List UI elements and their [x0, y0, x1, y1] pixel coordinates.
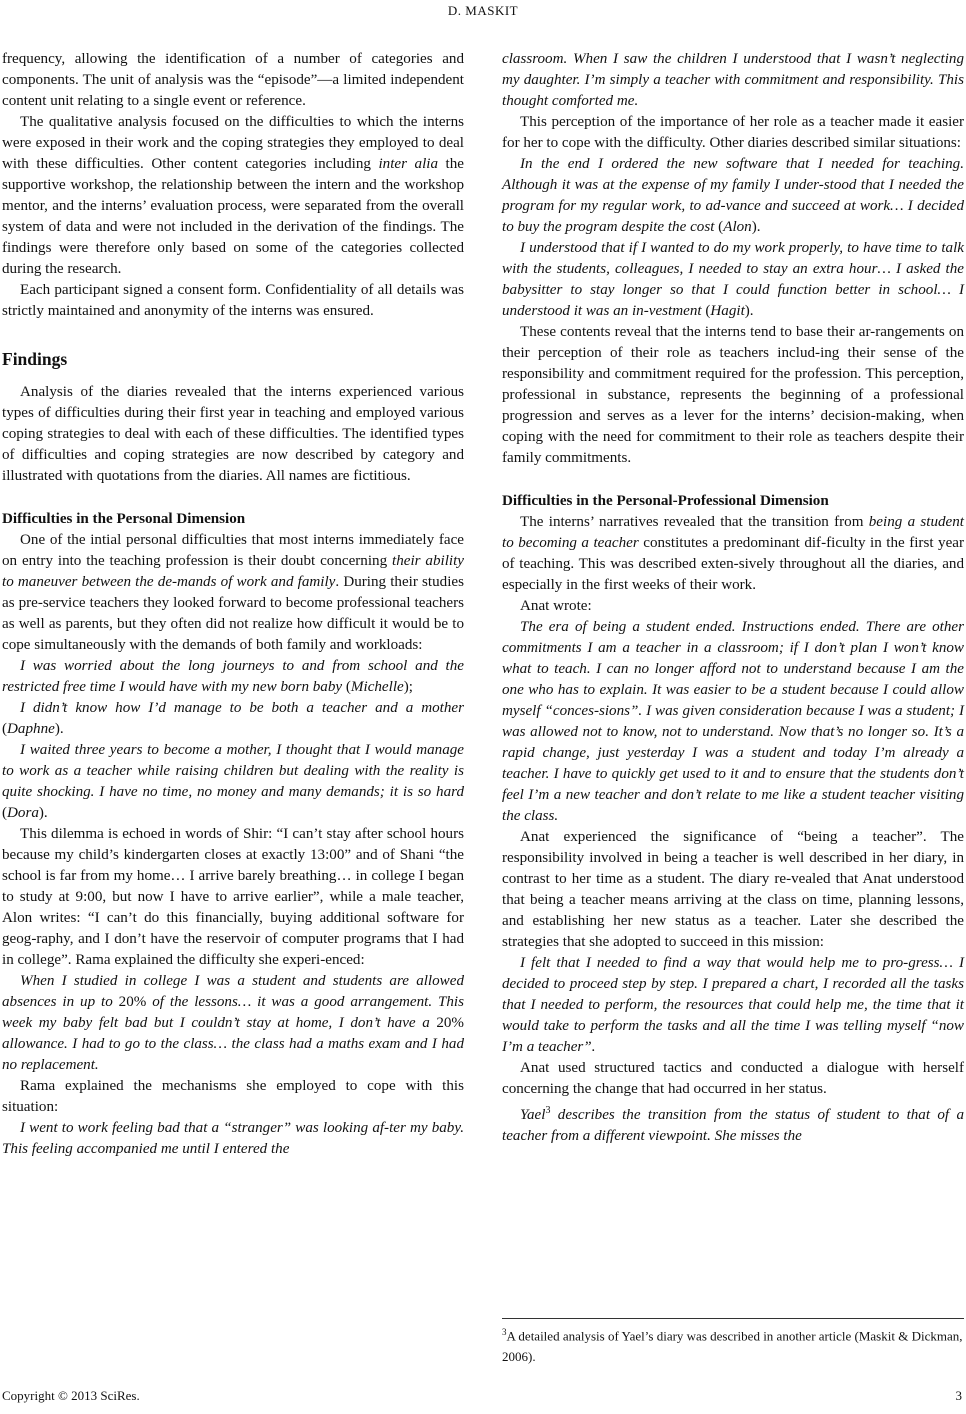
text-run: (	[2, 721, 8, 737]
italic-run: inter alia	[378, 156, 439, 172]
paragraph: Each participant signed a consent form. Confidentiality of all details was strictly maintained and anonymity of the interns was ensured.	[2, 282, 464, 319]
italic-run: I was worried about the long journeys to and from school and the restricted free time I would have with my new born baby	[2, 658, 464, 695]
italic-run: being a student to becoming a teacher	[502, 514, 964, 551]
italic-run: I didn’t know how I’d manage to be both a teacher and a mother	[20, 700, 464, 716]
diary-quote	[2, 698, 464, 740]
subsection-heading: Difficulties in the Personal-Professional Dimension	[502, 493, 829, 509]
footnote-divider	[502, 1318, 964, 1319]
text-run: constitutes a predominant dif-ficulty in the first year of teaching. This was described exten-sively throughout all the diaries, and especially in the first weeks of their work.	[502, 535, 964, 593]
diary-quote	[2, 971, 464, 1076]
copyright-notice: Copyright © 2013 SciRes.	[2, 1388, 140, 1403]
text-run: . During their studies as pre-service teachers they looked forward to become professional teachers as well as parents, but they often did not realize how difficult it would be to cope simultaneously with the demands of both family and workloads:	[2, 574, 464, 653]
text-run: ).	[54, 721, 64, 737]
diary-quote	[502, 154, 964, 238]
diary-quote	[2, 740, 464, 824]
diary-quote: classroom. When I saw the children I understood that I wasn’t neglecting my daughter. I’m simply a teacher with commitment and responsibility. This thought comforted me.	[502, 51, 964, 109]
paragraph: frequency, allowing the identification of a number of categories and components. The unit of analysis was the “episode”—a limited independent content unit relating to a single event or reference.	[2, 51, 464, 109]
section-heading: Findings	[2, 349, 68, 369]
diary-quote	[502, 238, 964, 322]
italic-run: I understood that if I wanted to do my work properly, to have time to talk with the students, colleagues, I needed to stay an extra hour… I asked the babysitter to stay longer so that I could function better in school… I understood it was an in-vestment	[502, 240, 964, 319]
paragraph	[2, 530, 464, 656]
paragraph: Anat experienced the significance of “being a teacher”. The responsibility involved in being a teacher is well described in her diary, in contrast to her time as a student. The diary re-vealed that Anat understood that being a teacher means arriving at the class on time, planning lessons, and establishing her new status as a teacher. Later she described the strategies that she adopted to succeed in this mission:	[502, 829, 964, 950]
paragraph: Analysis of the diaries revealed that the interns experienced various types of difficulties during their first year in teaching and employed various coping strategies to deal with each of these difficulties. The identified types of difficulties and coping strategies are now described by category and illustrated with quotations from the diaries. All names are fictitious.	[2, 384, 464, 484]
text-run: The qualitative analysis focused on the difficulties to which the interns were exposed in their work and the coping strategies they employed to deal with these difficulties. Other content categories including	[2, 114, 464, 172]
footnote-text: A detailed analysis of Yael’s diary was described in another article (Maskit & Dickman, 2006).	[502, 1328, 963, 1365]
italic-run: In the end I ordered the new software that I needed for teaching. Although it was at the expense of my family I under-stood that I needed the program for my regular work, to ad-vance and succeed at work… I decided to buy the program despite the cost	[502, 156, 964, 235]
text-run: describes the transition from the status of student to that of a teacher from a different viewpoint. She misses the	[502, 1107, 964, 1145]
italic-run: their ability to maneuver between the de-mands of work and family	[2, 553, 464, 590]
italic-run: Michelle	[350, 679, 404, 695]
page-footer	[2, 1386, 962, 1406]
text-run: 20%	[118, 994, 153, 1010]
page-number: 3	[955, 1388, 962, 1403]
left-column	[2, 49, 464, 1160]
italic-run: I waited three years to become a mother, I thought that I would manage to work as a teacher while raising children but dealing with the reality is quite shocking. I have no time, no money and many demands; it is so hard	[2, 742, 464, 800]
text-run: ).	[744, 303, 754, 319]
paragraph: Anat wrote:	[520, 598, 592, 614]
text-run: Yael	[520, 1107, 546, 1124]
paragraph	[502, 512, 964, 596]
text-run: (	[2, 805, 8, 821]
subsection-heading: Difficulties in the Personal Dimension	[2, 511, 246, 527]
paragraph: Anat used structured tactics and conducted a dialogue with herself concerning the change that had occurred in her status.	[502, 1060, 964, 1097]
text-run: the supportive workshop, the relationship between the intern and the workshop mentor, and the interns’ evaluation process, were separated from the overall system of data and were not included in the derivation of the findings. The findings were therefore only based on some of the categories collected during the research.	[2, 156, 464, 277]
italic-run: I went to work feeling bad that a “stranger” was looking af-ter my baby. This feeling accompanied me until I entered the	[2, 1120, 464, 1157]
text-run: ).	[751, 219, 761, 235]
italic-run: When I studied in college I was a student and students are allowed absences in up to	[2, 973, 464, 1010]
text-run: );	[403, 679, 413, 695]
text-run: One of the intial personal difficulties that most interns immediately face on entry into the teaching profession is their doubt concerning	[2, 532, 464, 569]
text-run: (	[342, 679, 351, 695]
italic-run: Alon	[723, 219, 752, 235]
italic-run: Hagit	[710, 303, 745, 319]
diary-quote	[2, 1118, 464, 1160]
italic-run: of the lessons… it was a good arrangement. This week my baby felt bad but I couldn’t stay at home, I don’t have a	[2, 994, 464, 1031]
paragraph: This perception of the importance of her role as a teacher made it easier for her to cope with the difficulty. Other diaries described similar situations:	[502, 114, 964, 151]
right-column	[502, 49, 964, 1147]
footnote	[502, 1322, 964, 1367]
paragraph: Rama explained the mechanisms she employed to cope with this situation:	[2, 1078, 464, 1115]
italic-run: Daphne	[7, 721, 55, 737]
footnote-reference: 3	[545, 1105, 551, 1116]
diary-quote: The era of being a student ended. Instructions ended. There are other commitments I am a teacher in a classroom; if I don’t plan I won’t know what to teach. I can no longer afford not to understand because I am the one who has to explain. It was easier to be a student because I could allow myself “conces-sions”. I was given consideration because I was a student; I was allowed not to know, not to understand. Now that’s no longer so. It’s a rapid change, just yesterday I was a student and today I’m already a teacher. I have to quickly get used to it and to ensure that the students don’t feel I’m a new teacher and don’t relate to me like a student teacher visiting the class.	[502, 619, 964, 824]
text-run: 20%	[436, 1015, 464, 1031]
footnote-marker: 3	[502, 1327, 507, 1337]
text-run: ).	[38, 805, 48, 821]
running-head: D. MASKIT	[447, 3, 519, 18]
text-run: The interns’ narratives revealed that the transition from	[520, 514, 869, 530]
diary-quote	[502, 1100, 964, 1147]
diary-quote: I felt that I needed to find a way that would help me to pro-gress… I decided to proceed step by step. I prepared a chart, I recorded all the tasks that I needed to perform, the resources that could help me, the time that it would take to perform the tasks and all the time I was telling myself “now I’m a teacher”.	[502, 955, 964, 1055]
text-run: (	[701, 303, 711, 319]
paragraph: These contents reveal that the interns tend to base their ar-rangements on their perception of their role as teachers includ-ing their sense of the responsibility and commitment required for the profession. This perception, professional in substance, represents the beginning of a professional progression and serves as a lever for the interns’ decision-making, when coping with the need for commitment to their role as teachers despite their family commitments.	[502, 324, 964, 466]
paragraph	[2, 112, 464, 280]
diary-quote	[2, 656, 464, 698]
italic-run: Dora	[7, 805, 39, 821]
text-run: (	[714, 219, 724, 235]
italic-run: allowance. I had to go to the class… the class had a maths exam and I had no replacement.	[2, 1036, 464, 1073]
paragraph: This dilemma is echoed in words of Shir: “I can’t stay after school hours because my child’s kindergarten closes at exactly 13:00” and of Shani “the school is far from my home… I arrive barely breathing… in college I began to study at 9:00, but now I have to arrive earlier”, while a male teacher, Alon writes: “I can’t do this financially, buying additional software for geog-raphy, and I don’t have the reservoir of computer programs that I had in college”. Rama explained the difficulty she experi-enced:	[2, 826, 464, 968]
